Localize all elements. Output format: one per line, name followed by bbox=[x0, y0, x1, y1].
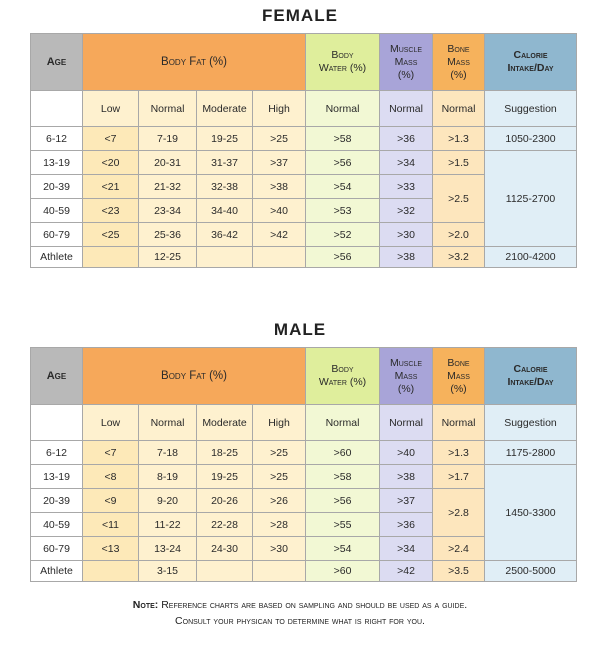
muscle-subheader: Normal bbox=[380, 405, 433, 441]
muscle-cell: >36 bbox=[380, 513, 433, 537]
male-subheader-row bbox=[31, 405, 577, 441]
table-row bbox=[31, 465, 577, 489]
age-cell: 60-79 bbox=[31, 223, 83, 247]
fat-normal-cell: 7-19 bbox=[139, 127, 197, 151]
fat-moderate-cell: 36-42 bbox=[197, 223, 253, 247]
muscle-cell: >30 bbox=[380, 223, 433, 247]
fat-low-cell: <25 bbox=[83, 223, 139, 247]
water-cell: >52 bbox=[306, 223, 380, 247]
fat-normal-cell: 7-18 bbox=[139, 441, 197, 465]
body-water-header: Body Water (%) bbox=[306, 348, 380, 405]
bone-merged-cell: >2.8 bbox=[433, 489, 485, 537]
calorie-subheader: Suggestion bbox=[485, 405, 577, 441]
table-row bbox=[31, 441, 577, 465]
bone-mass-header: Bone Mass (%) bbox=[433, 348, 485, 405]
bone-cell: >2.4 bbox=[433, 537, 485, 561]
body-water-header: Body Water (%) bbox=[306, 34, 380, 91]
water-cell: >54 bbox=[306, 175, 380, 199]
calorie-cell: 2100-4200 bbox=[485, 247, 577, 268]
water-subheader: Normal bbox=[306, 405, 380, 441]
age-header: Age bbox=[31, 348, 83, 405]
fat-low-cell: <23 bbox=[83, 199, 139, 223]
calorie-intake-header: Calorie Intake/Day bbox=[485, 348, 577, 405]
note-line-1 bbox=[0, 597, 600, 613]
female-header-row bbox=[31, 34, 577, 91]
female-chart-table bbox=[30, 33, 577, 268]
fat-low-cell: <20 bbox=[83, 151, 139, 175]
age-cell: 60-79 bbox=[31, 537, 83, 561]
water-cell: >56 bbox=[306, 247, 380, 268]
water-cell: >60 bbox=[306, 441, 380, 465]
calorie-merged-cell: 1125-2700 bbox=[485, 151, 577, 247]
calorie-cell: 2500-5000 bbox=[485, 561, 577, 582]
age-subheader-blank bbox=[31, 91, 83, 127]
table-row bbox=[31, 561, 577, 582]
fat-high-cell bbox=[253, 247, 306, 268]
water-cell: >53 bbox=[306, 199, 380, 223]
age-cell: 13-19 bbox=[31, 151, 83, 175]
fat-normal-cell: 11-22 bbox=[139, 513, 197, 537]
muscle-cell: >36 bbox=[380, 127, 433, 151]
age-cell: 20-39 bbox=[31, 489, 83, 513]
water-cell: >56 bbox=[306, 489, 380, 513]
fat-high-cell: >37 bbox=[253, 151, 306, 175]
fat-low-cell: <7 bbox=[83, 127, 139, 151]
fat-low-cell bbox=[83, 247, 139, 268]
fat-normal-cell: 12-25 bbox=[139, 247, 197, 268]
fat-low-cell: <9 bbox=[83, 489, 139, 513]
muscle-cell: >33 bbox=[380, 175, 433, 199]
low-subheader: Low bbox=[83, 405, 139, 441]
water-cell: >58 bbox=[306, 465, 380, 489]
high-subheader: High bbox=[253, 405, 306, 441]
fat-normal-cell: 3-15 bbox=[139, 561, 197, 582]
bone-cell: >2.0 bbox=[433, 223, 485, 247]
fat-normal-cell: 9-20 bbox=[139, 489, 197, 513]
bone-cell: >1.3 bbox=[433, 441, 485, 465]
age-cell: 40-59 bbox=[31, 513, 83, 537]
fat-moderate-cell: 20-26 bbox=[197, 489, 253, 513]
water-cell: >54 bbox=[306, 537, 380, 561]
muscle-cell: >42 bbox=[380, 561, 433, 582]
water-cell: >56 bbox=[306, 151, 380, 175]
fat-normal-cell: 25-36 bbox=[139, 223, 197, 247]
fat-high-cell: >26 bbox=[253, 489, 306, 513]
fat-moderate-cell bbox=[197, 247, 253, 268]
male-chart-table bbox=[30, 347, 577, 582]
table-row bbox=[31, 247, 577, 268]
muscle-subheader: Normal bbox=[380, 91, 433, 127]
fat-moderate-cell: 34-40 bbox=[197, 199, 253, 223]
age-cell: 6-12 bbox=[31, 127, 83, 151]
fat-low-cell: <21 bbox=[83, 175, 139, 199]
body-fat-header: Body Fat (%) bbox=[83, 34, 306, 91]
muscle-mass-header: Muscle Mass (%) bbox=[380, 348, 433, 405]
bone-cell: >3.2 bbox=[433, 247, 485, 268]
muscle-mass-header: Muscle Mass (%) bbox=[380, 34, 433, 91]
muscle-cell: >32 bbox=[380, 199, 433, 223]
muscle-cell: >40 bbox=[380, 441, 433, 465]
fat-high-cell: >25 bbox=[253, 465, 306, 489]
normal-subheader: Normal bbox=[139, 405, 197, 441]
bone-cell: >3.5 bbox=[433, 561, 485, 582]
fat-normal-cell: 20-31 bbox=[139, 151, 197, 175]
female-subheader-row bbox=[31, 91, 577, 127]
water-subheader: Normal bbox=[306, 91, 380, 127]
fat-high-cell: >25 bbox=[253, 441, 306, 465]
moderate-subheader: Moderate bbox=[197, 91, 253, 127]
fat-normal-cell: 13-24 bbox=[139, 537, 197, 561]
muscle-cell: >38 bbox=[380, 247, 433, 268]
normal-subheader: Normal bbox=[139, 91, 197, 127]
age-subheader-blank bbox=[31, 405, 83, 441]
calorie-merged-cell: 1450-3300 bbox=[485, 465, 577, 561]
age-cell: Athlete bbox=[31, 247, 83, 268]
fat-high-cell: >25 bbox=[253, 127, 306, 151]
fat-moderate-cell: 32-38 bbox=[197, 175, 253, 199]
note-label: Note: bbox=[132, 599, 159, 611]
fat-low-cell: <7 bbox=[83, 441, 139, 465]
fat-high-cell: >42 bbox=[253, 223, 306, 247]
muscle-cell: >34 bbox=[380, 537, 433, 561]
muscle-cell: >38 bbox=[380, 465, 433, 489]
fat-high-cell: >30 bbox=[253, 537, 306, 561]
bone-merged-cell: >2.5 bbox=[433, 175, 485, 223]
table-row bbox=[31, 127, 577, 151]
bone-subheader: Normal bbox=[433, 91, 485, 127]
male-header-row bbox=[31, 348, 577, 405]
age-header: Age bbox=[31, 34, 83, 91]
age-cell: 13-19 bbox=[31, 465, 83, 489]
bone-cell: >1.7 bbox=[433, 465, 485, 489]
fat-high-cell: >28 bbox=[253, 513, 306, 537]
bone-cell: >1.3 bbox=[433, 127, 485, 151]
fat-low-cell: <13 bbox=[83, 537, 139, 561]
note-line-2: Consult your physican to determine what is right for you. bbox=[175, 615, 425, 627]
fat-moderate-cell: 19-25 bbox=[197, 465, 253, 489]
muscle-cell: >37 bbox=[380, 489, 433, 513]
female-title: FEMALE bbox=[262, 6, 338, 25]
age-cell: 40-59 bbox=[31, 199, 83, 223]
fat-moderate-cell: 24-30 bbox=[197, 537, 253, 561]
fat-high-cell bbox=[253, 561, 306, 582]
note-text-1: Reference charts are based on sampling and should be used as a guide. bbox=[161, 599, 468, 611]
fat-moderate-cell: 19-25 bbox=[197, 127, 253, 151]
calorie-subheader: Suggestion bbox=[485, 91, 577, 127]
calorie-cell: 1175-2800 bbox=[485, 441, 577, 465]
fat-normal-cell: 8-19 bbox=[139, 465, 197, 489]
bone-mass-header: Bone Mass (%) bbox=[433, 34, 485, 91]
body-fat-header: Body Fat (%) bbox=[83, 348, 306, 405]
fat-low-cell bbox=[83, 561, 139, 582]
water-cell: >60 bbox=[306, 561, 380, 582]
fat-moderate-cell: 31-37 bbox=[197, 151, 253, 175]
fat-high-cell: >38 bbox=[253, 175, 306, 199]
age-cell: 6-12 bbox=[31, 441, 83, 465]
fat-normal-cell: 21-32 bbox=[139, 175, 197, 199]
male-title: MALE bbox=[273, 320, 327, 339]
high-subheader: High bbox=[253, 91, 306, 127]
table-row bbox=[31, 151, 577, 175]
calorie-cell: 1050-2300 bbox=[485, 127, 577, 151]
fat-moderate-cell bbox=[197, 561, 253, 582]
moderate-subheader: Moderate bbox=[197, 405, 253, 441]
age-cell: 20-39 bbox=[31, 175, 83, 199]
fat-moderate-cell: 22-28 bbox=[197, 513, 253, 537]
water-cell: >55 bbox=[306, 513, 380, 537]
age-cell: Athlete bbox=[31, 561, 83, 582]
reference-note bbox=[0, 597, 600, 629]
fat-low-cell: <11 bbox=[83, 513, 139, 537]
bone-cell: >1.5 bbox=[433, 151, 485, 175]
bone-subheader: Normal bbox=[433, 405, 485, 441]
fat-high-cell: >40 bbox=[253, 199, 306, 223]
fat-moderate-cell: 18-25 bbox=[197, 441, 253, 465]
fat-low-cell: <8 bbox=[83, 465, 139, 489]
fat-normal-cell: 23-34 bbox=[139, 199, 197, 223]
muscle-cell: >34 bbox=[380, 151, 433, 175]
water-cell: >58 bbox=[306, 127, 380, 151]
calorie-intake-header: Calorie Intake/Day bbox=[485, 34, 577, 91]
low-subheader: Low bbox=[83, 91, 139, 127]
